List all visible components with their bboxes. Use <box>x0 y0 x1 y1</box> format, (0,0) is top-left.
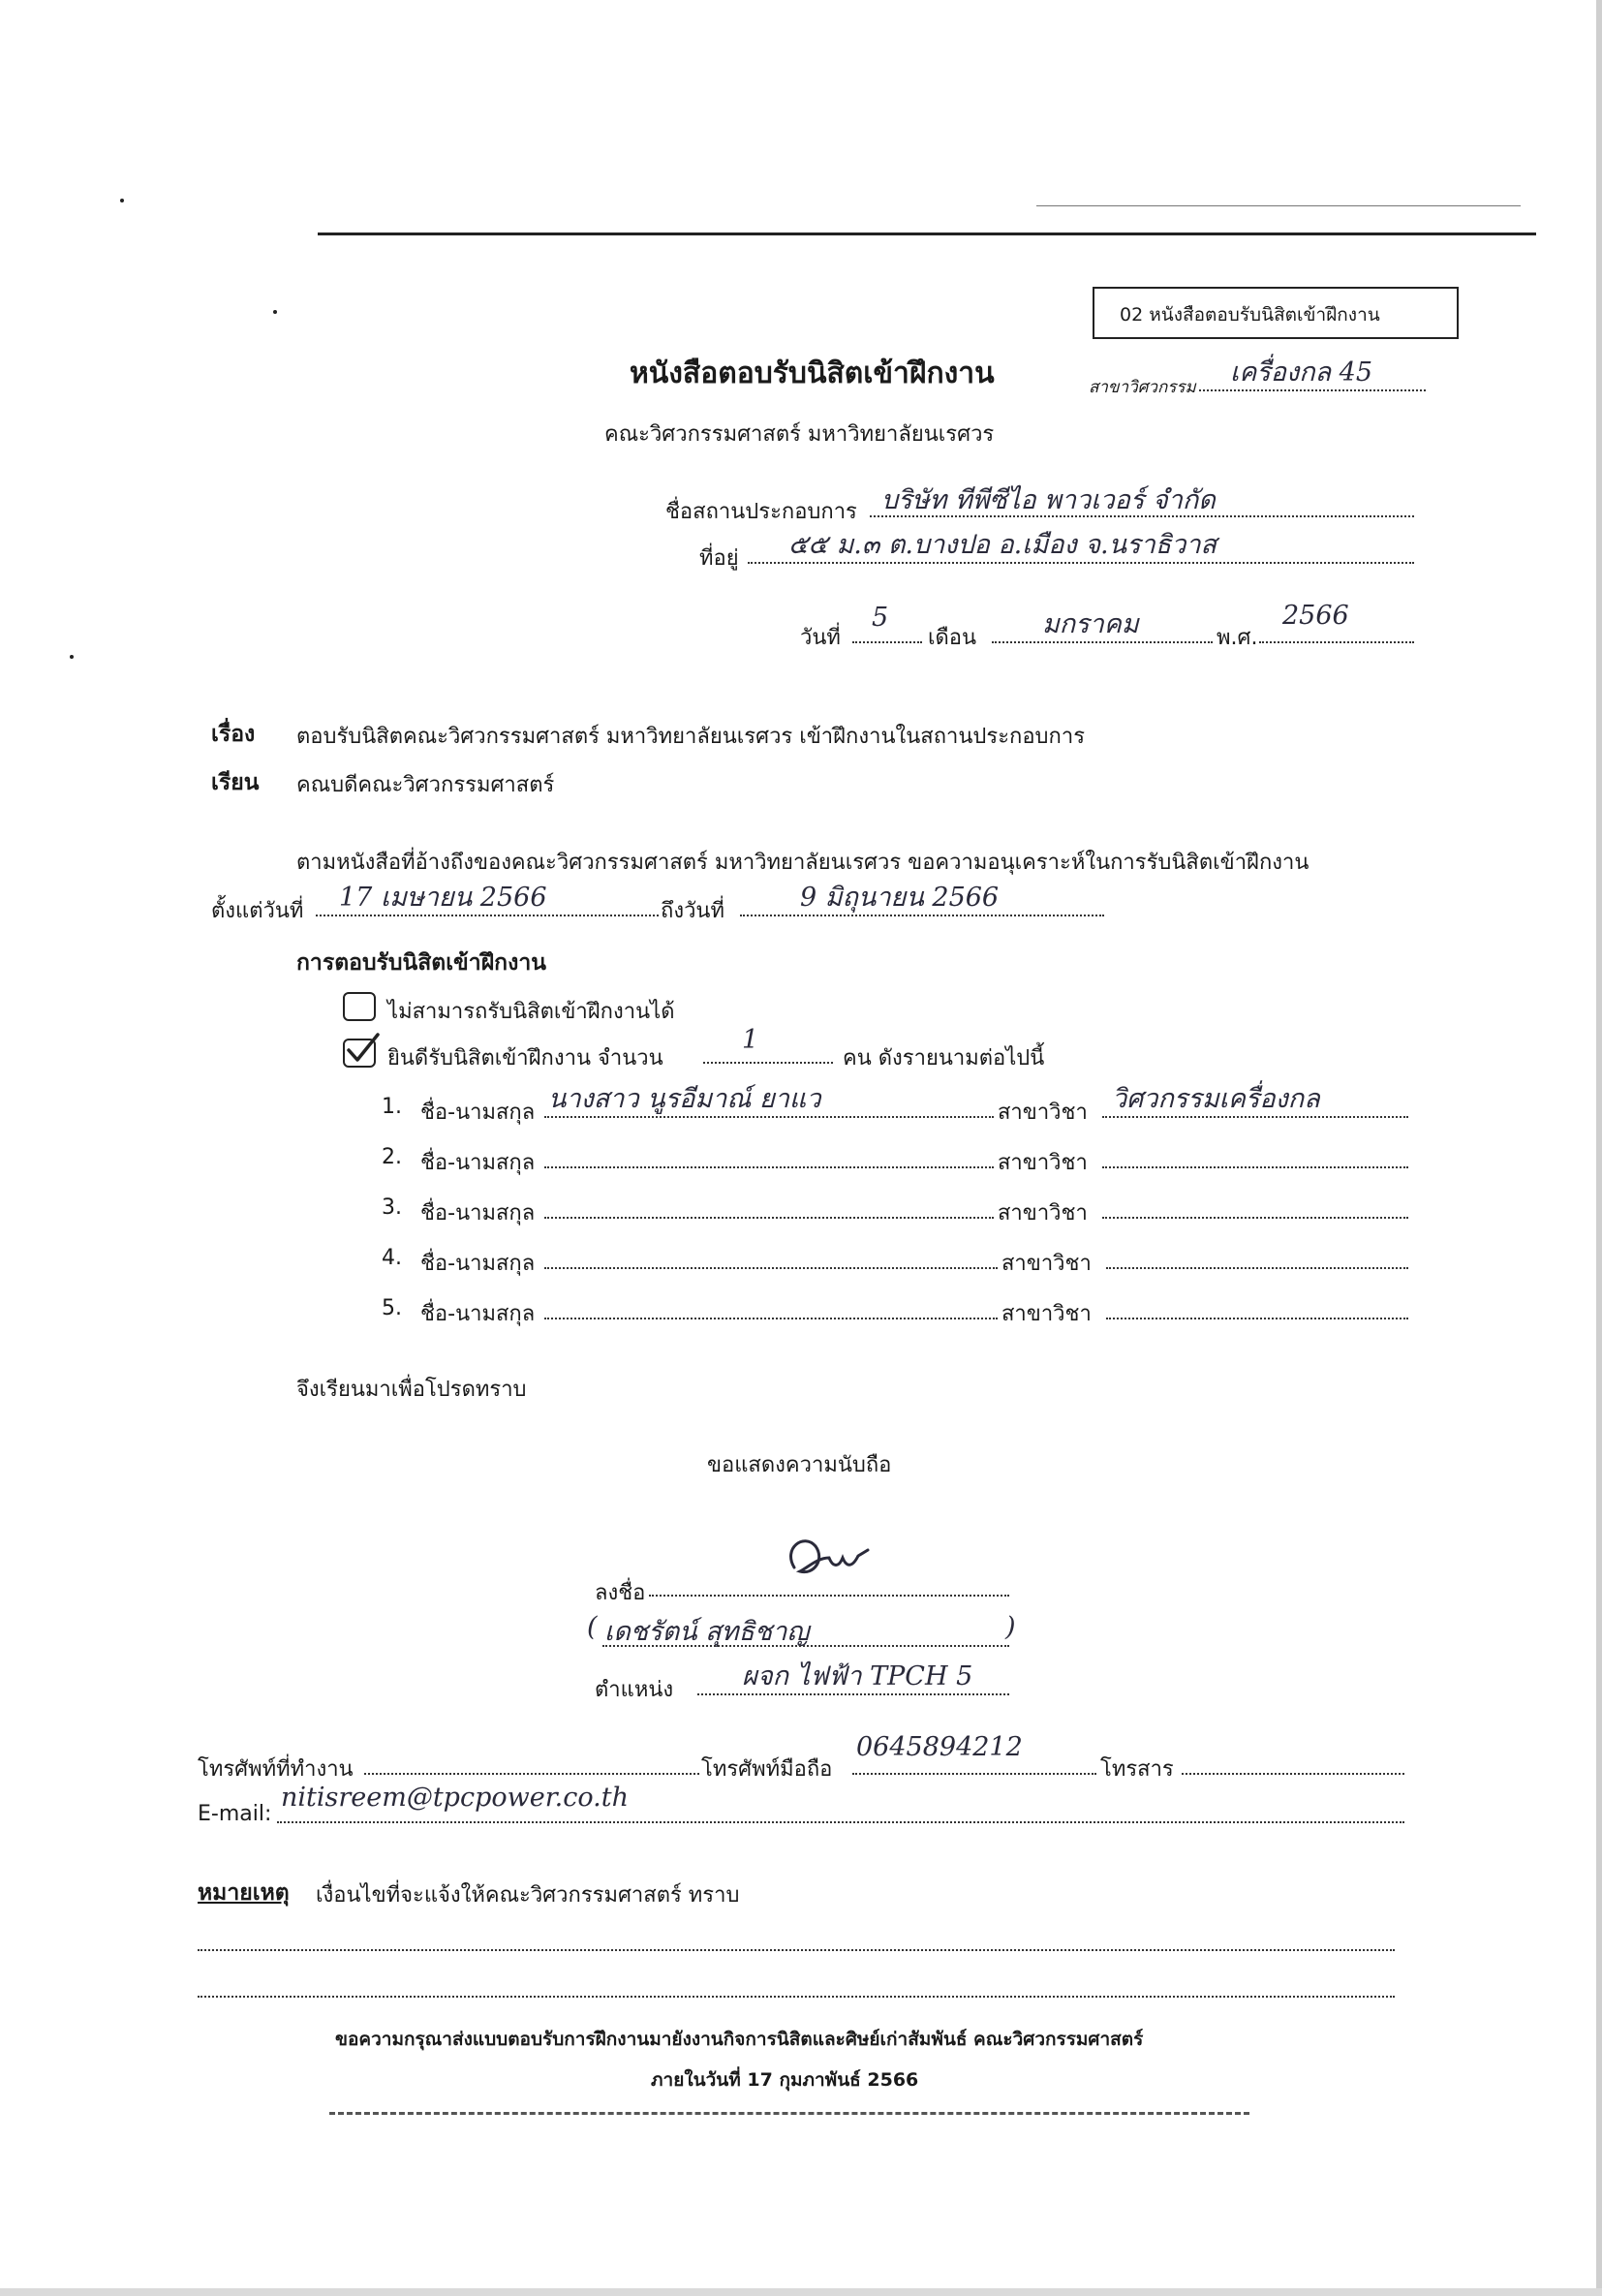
name-label: ชื่อ-นามสกุล <box>420 1302 536 1326</box>
scan-edge-bottom <box>0 2288 1602 2296</box>
signer-name: เดชรัตน์ สุทธิชาญ <box>604 1617 810 1647</box>
name-label: ชื่อ-นามสกุล <box>420 1201 536 1226</box>
speck <box>120 199 124 202</box>
major-value: เครื่องกล 45 <box>1230 357 1373 388</box>
major-dotline <box>1102 1217 1408 1219</box>
closing-text: จึงเรียนมาเพื่อโปรดทราบ <box>296 1378 527 1402</box>
date-month-dotline <box>992 641 1213 643</box>
row-number: 4. <box>382 1246 402 1270</box>
name-dotline <box>544 1318 998 1319</box>
email-value: nitisreem@tpcpower.co.th <box>281 1783 629 1813</box>
date-day-value: 5 <box>872 603 889 633</box>
position-label: ตำแหน่ง <box>595 1678 674 1702</box>
checkmark-icon <box>343 1033 382 1066</box>
office-phone-dotline <box>364 1773 699 1775</box>
major-label: สาขาวิศวกรรม <box>1089 378 1196 397</box>
reject-checkbox[interactable] <box>343 992 376 1021</box>
to-label: เรียน <box>211 770 260 795</box>
date-month-label: เดือน <box>928 626 977 650</box>
date-month-value: มกราคม <box>1042 609 1139 639</box>
position-value: ผจก ไฟฟ้า TPCH 5 <box>742 1661 973 1691</box>
email-dotline <box>277 1821 1404 1823</box>
mobile-value: 0645894212 <box>856 1732 1023 1762</box>
signature-image <box>775 1529 881 1597</box>
speck <box>273 310 277 314</box>
accept-option-suffix: คน ดังรายนามต่อไปนี้ <box>843 1046 1045 1070</box>
row-number: 2. <box>382 1145 402 1169</box>
note-text: เงื่อนไขที่จะแจ้งให้คณะวิศวกรรมศาสตร์ ทราบ <box>316 1883 740 1908</box>
signer-dotline <box>602 1645 1009 1647</box>
address-label: ที่อยู่ <box>699 546 739 571</box>
address-value: ๕๕ ม.๓ ต.บางปอ อ.เมือง จ.นราธิวาส <box>788 530 1217 560</box>
accept-count: 1 <box>742 1025 759 1055</box>
note-dotline <box>198 1996 1395 1998</box>
address-dotline <box>748 562 1414 564</box>
company-label: ชื่อสถานประกอบการ <box>665 500 857 524</box>
row-number: 3. <box>382 1195 402 1220</box>
signer-paren-open: ( <box>587 1612 598 1642</box>
footer-line-2: ภายในวันที่ 17 กุมภาพันธ์ 2566 <box>651 2069 919 2091</box>
sign-label: ลงชื่อ <box>595 1581 646 1605</box>
name-label: ชื่อ-นามสกุล <box>420 1252 536 1276</box>
major-dotline <box>1106 1318 1408 1319</box>
name-dotline <box>544 1116 994 1118</box>
office-phone-label: โทรศัพท์ที่ทำงาน <box>198 1757 354 1782</box>
mobile-dotline <box>852 1773 1096 1775</box>
accept-option-prefix: ยินดีรับนิสิตเข้าฝึกงาน จำนวน <box>387 1046 663 1070</box>
to-date-value: 9 มิถุนายน 2566 <box>800 883 1000 913</box>
accept-count-dotline <box>703 1062 833 1064</box>
top-rule <box>318 233 1536 235</box>
email-label: E-mail: <box>198 1802 272 1826</box>
reject-option-label: ไม่สามารถรับนิสิตเข้าฝึกงานได้ <box>387 1000 675 1024</box>
company-value: บริษัท ทีพีซีไอ พาวเวอร์ จำกัด <box>881 485 1216 515</box>
sign-dotline <box>649 1595 1009 1597</box>
position-dotline <box>697 1693 1009 1695</box>
regards-text: ขอแสดงความนับถือ <box>707 1453 892 1477</box>
subject-label: เรื่อง <box>211 722 256 747</box>
name-dotline <box>544 1166 994 1168</box>
fax-dotline <box>1182 1773 1404 1775</box>
footer-line-1: ขอความกรุณาส่งแบบตอบรับการฝึกงานมายังงานกิจการนิสิตและศิษย์เก่าสัมพันธ์ คณะวิศวกรรมศาสตร์ <box>335 2029 1144 2050</box>
name-label: ชื่อ-นามสกุล <box>420 1101 536 1125</box>
major-field-label: สาขาวิชา <box>1001 1302 1092 1326</box>
student-major: วิศวกรรมเครื่องกล <box>1112 1084 1320 1114</box>
faculty-line: คณะวิศวกรรมศาสตร์ มหาวิทยาลัยนเรศวร <box>604 422 995 447</box>
date-year-label: พ.ศ. <box>1217 626 1258 650</box>
major-dotline <box>1199 389 1426 391</box>
student-name: นางสาว นูรอีมาณ์ ยาแว <box>548 1084 821 1114</box>
top-rule-thin <box>1036 205 1521 206</box>
from-label: ตั้งแต่วันที่ <box>211 899 304 923</box>
date-day-label: วันที่ <box>800 626 841 650</box>
major-field-label: สาขาวิชา <box>998 1101 1088 1125</box>
major-field-label: สาขาวิชา <box>998 1151 1088 1175</box>
note-dotline <box>198 1949 1395 1951</box>
major-field-label: สาขาวิชา <box>998 1201 1088 1226</box>
accept-checkbox[interactable] <box>343 1039 376 1068</box>
row-number: 1. <box>382 1095 402 1119</box>
company-dotline <box>870 515 1414 517</box>
date-year-value: 2566 <box>1282 601 1349 631</box>
name-dotline <box>544 1217 994 1219</box>
major-dotline <box>1102 1116 1408 1118</box>
response-heading: การตอบรับนิสิตเข้าฝึกงาน <box>296 950 546 976</box>
to-text: คณบดีคณะวิศวกรรมศาสตร์ <box>296 773 555 797</box>
speck <box>70 655 74 659</box>
doc-code: 02 หนังสือตอบรับนิสิตเข้าฝึกงาน <box>1120 304 1380 326</box>
subject-text: ตอบรับนิสิตคณะวิศวกรรมศาสตร์ มหาวิทยาลัยนเรศวร เข้าฝึกงานในสถานประกอบการ <box>296 725 1086 749</box>
page-title: หนังสือตอบรับนิสิตเข้าฝึกงาน <box>630 357 995 390</box>
major-field-label: สาขาวิชา <box>1001 1252 1092 1276</box>
to-date-label: ถึงวันที่ <box>661 899 724 923</box>
from-value: 17 เมษายน 2566 <box>339 883 547 913</box>
name-label: ชื่อ-นามสกุล <box>420 1151 536 1175</box>
mobile-label: โทรศัพท์มือถือ <box>701 1757 833 1782</box>
scan-edge-right <box>1596 0 1602 2296</box>
date-year-dotline <box>1259 641 1414 643</box>
fax-label: โทรสาร <box>1100 1757 1174 1782</box>
from-dotline <box>316 915 659 916</box>
major-dotline <box>1102 1166 1408 1168</box>
body-text: ตามหนังสือที่อ้างถึงของคณะวิศวกรรมศาสตร์ มหาวิทยาลัยนเรศวร ขอความอนุเคราะห์ในการรับนิสิตเข้าฝึกงาน <box>296 851 1309 875</box>
name-dotline <box>544 1267 998 1269</box>
footer-cut-line <box>329 2112 1249 2115</box>
major-dotline <box>1106 1267 1408 1269</box>
to-date-dotline <box>740 915 1104 916</box>
row-number: 5. <box>382 1296 402 1320</box>
date-day-dotline <box>852 641 922 643</box>
note-label: หมายเหตุ <box>198 1880 290 1906</box>
signer-paren-close: ) <box>1005 1612 1016 1642</box>
